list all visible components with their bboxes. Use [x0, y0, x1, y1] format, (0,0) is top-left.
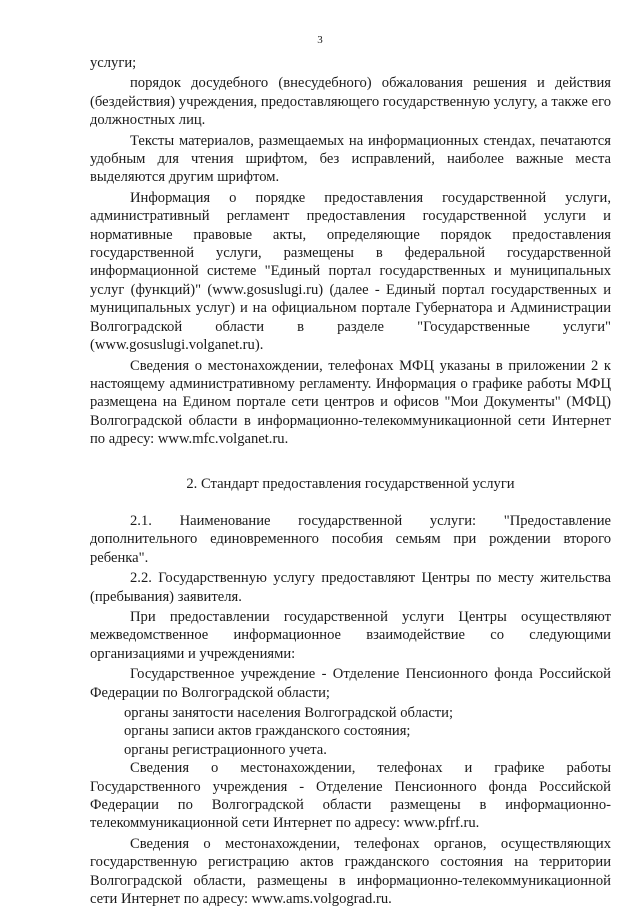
document-body — [90, 54, 611, 910]
list-item: Государственное учреждение - Отделение Пенсионного фонда Российской Федерации по Волгоградской области; — [90, 666, 611, 701]
list-item: органы записи актов гражданского состояния; — [124, 723, 411, 740]
section-title: 2. Стандарт предоставления государственной услуги — [186, 475, 515, 492]
paragraph-pfr-info: Сведения о местонахождении, телефонах и графике работы Государственного учреждения - Отделение Пенсионного фонда Российской Федерации по Волгоградской области размещены в информационно-телекоммуникационной сети Интернет по адресу: www.pfrf.ru. — [90, 760, 611, 832]
list-item: органы регистрационного учета. — [124, 741, 327, 758]
paragraph-info-portal: Информация о порядке предоставления государственной услуги, административный регламент предоставления государственной услуги и нормативные правовые акты, определяющие порядок предоставления государственной услуги, размещены в федеральной государственной информационной системе "Единый портал государственных и муниципальных услуг (функций)" (www.gosuslugi.ru) (далее - Единый портал государственных и муниципальных услуг) и на официальном портале Губернатора и Администрации Волгоградской области в разделе "Государственные услуги" (www.gosuslugi.volganet.ru). — [90, 189, 611, 354]
page-number: 3 — [317, 34, 323, 46]
paragraph-stand-texts: Тексты материалов, размещаемых на информационных стендах, печатаются удобным для чтения шрифтом, без исправлений, наиболее важные места выделяются другим шрифтом. — [90, 132, 611, 186]
paragraph-interaction: При предоставлении государственной услуги Центры осуществляют межведомственное информационное взаимодействие со следующими организациями и учреждениями: — [90, 608, 611, 662]
list-item: органы занятости населения Волгоградской области; — [124, 705, 454, 721]
paragraph-mfc-info: Сведения о местонахождении, телефонах МФЦ указаны в приложении 2 к настоящему административному регламенту. Информация о графике работы МФЦ размещена на Едином портале сети центров и офисов "Мои Документы" (МФЦ) Волгоградской области в информационно-телекоммуникационной сети Интернет по адресу: www.mfc.volganet.ru. — [90, 357, 611, 448]
paragraph-zags-info: Сведения о местонахождении, телефонах органов, осуществляющих государственную регистрацию актов гражданского состояния на территории Волгоградской области, размещены в информационно-телекоммуникационной сети Интернет по адресу: www.ams.volgograd.ru. — [90, 835, 611, 908]
paragraph-2-2: 2.2. Государственную услугу предоставляют Центры по месту жительства (пребывания) заявителя. — [90, 570, 611, 605]
paragraph-appeal-procedure: порядок досудебного (внесудебного) обжалования решения и действия (бездействия) учреждения, предоставляющего государственную услугу, а также его должностных лиц. — [90, 75, 611, 129]
paragraph-2-1: 2.1. Наименование государственной услуги: "Предоставление дополнительного единовременного пособия семьям при рождении второго ребенка". — [90, 512, 611, 566]
paragraph-services-end: услуги; — [90, 55, 137, 71]
